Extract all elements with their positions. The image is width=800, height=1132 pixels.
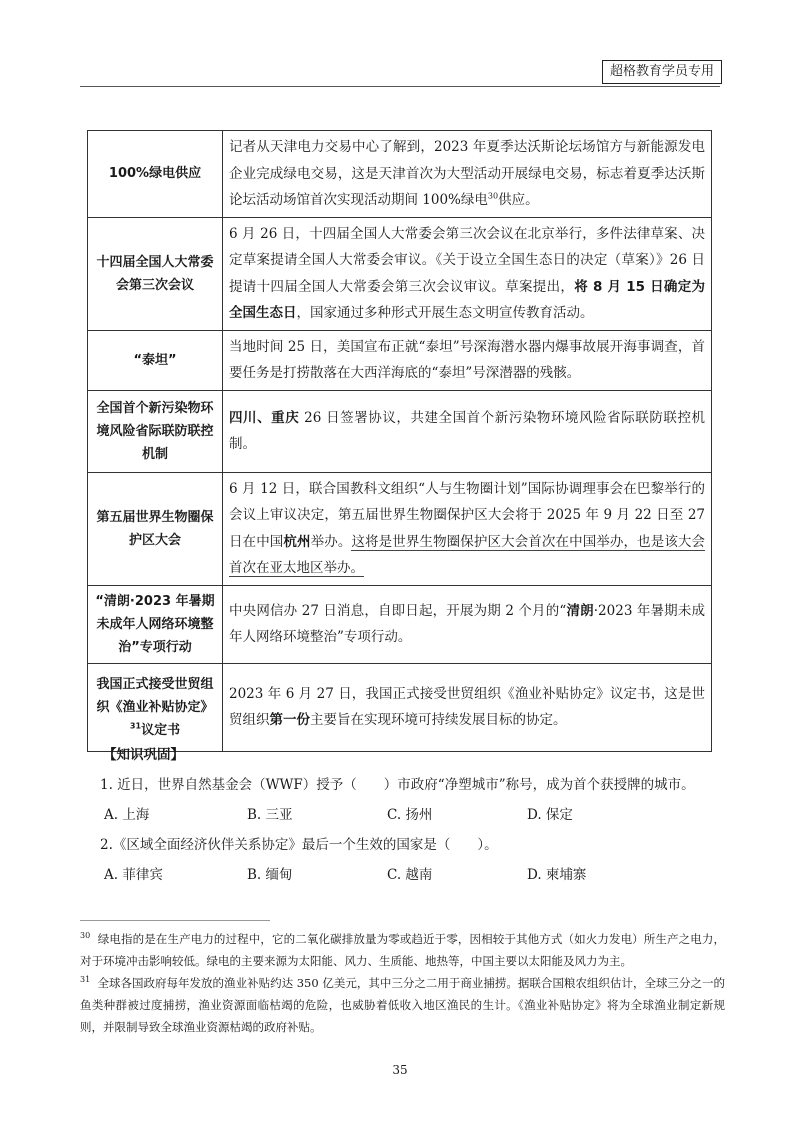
table-row [88,217,712,330]
option-a: A. 上海 [104,807,150,823]
question-2-options [100,860,720,890]
option-b: B. 缅甸 [247,867,293,883]
table-row [88,472,712,585]
table-row [88,390,712,472]
footnote-30: $^{30}$ 绿电指的是在生产电力的过程中，它的二氧化碳排放量为零或趋近于零，因相较于其他方式（如火力发电）所生产之电力，对于环境冲击影响较低。绿电的主要来源为太阳能、风力、生质能、地热等，中国主要以太阳能及风力为主。 [80,931,726,968]
option-c: C. 扬州 [387,807,433,823]
event-name: “泰坦” [88,330,223,390]
table-row [88,131,712,218]
question-2: 2.《区域全面经济伙伴关系协定》最后一个生效的国家是（ ）。 [100,837,498,853]
footnote-31: $^{31}$ 全球各国政府每年发放的渔业补贴约达 350 亿美元，其中三分之二用于商业捕捞。据联合国粮农组织估计，全球三分之一的鱼类种群被过度捕捞，渔业资源面临枯竭的危险，也威胁着低收入地区渔民的生计。《渔业补贴协定》将为全球渔业制定新规则，并限制导致全球渔业资源枯竭的政府补贴。 [80,975,725,1034]
event-name: “清朗·2023 年暑期未成年人网络环境整治”专项行动 [88,585,223,663]
header-divider [80,86,720,87]
event-description: 当地时间 25 日，美国宣布正就“泰坦”号深海潜水器内爆事故展开海事调查，首要任务是打捞散落在大西洋海底的“泰坦”号深潜器的残骸。 [223,330,712,390]
quiz-section-title: 【知识巩固】 [103,747,184,763]
table-row [88,585,712,663]
event-description: 四川、重庆 26 日签署协议，共建全国首个新污染物环境风险省际联防联控机制。 [223,390,712,472]
event-name: 100%绿电供应 [88,131,223,218]
event-description: 记者从天津电力交易中心了解到，2023 年夏季达沃斯论坛场馆方与新能源发电企业完成绿电交易，这是天津首次为大型活动开展绿电交易，标志着夏季达沃斯论坛活动场馆首次实现活动期间 100%绿电$^{30}$供应。 [223,131,712,218]
footnote-divider [80,920,270,921]
option-a: A. 菲律宾 [104,867,163,883]
event-description: 6 月 12 日，联合国教科文组织“人与生物圈计划”国际协调理事会在巴黎举行的会议上审议决定，第五届世界生物圈保护区大会将于 2025 年 9 月 22 日至 27 日在中国杭州举办。这将是世界生物圈保护区大会首次在中国举办，也是该大会首次在亚太地区举办。 [223,472,712,585]
event-name: 全国首个新污染物环境风险省际联防联控机制 [88,390,223,472]
event-name: 十四届全国人大常委会第三次会议 [88,217,223,330]
header-badge: 超格教育学员专用 [602,60,722,84]
event-name: 第五届世界生物圈保护区大会 [88,472,223,585]
footnotes [80,928,725,1038]
event-description: 6 月 26 日，十四届全国人大常委会第三次会议在北京举行，多件法律草案、决定草案提请全国人大常委会审议。《关于设立全国生态日的决定（草案）》26 日提请十四届全国人大常委会第三次会议审议。草案提出，将 8 月 15 日确定为全国生态日，国家通过多种形式开展生态文明宣传教育活动。 [223,217,712,330]
table-row [88,663,712,751]
option-d: D. 保定 [527,807,573,823]
option-b: B. 三亚 [247,807,293,823]
question-1-options [100,800,720,830]
quiz-section [100,740,720,890]
event-name: 我国正式接受世贸组织《渔业补贴协定》$^{31}$议定书 [88,663,223,751]
table-row [88,330,712,390]
option-d: D. 柬埔寨 [527,867,587,883]
page-number: 35 [392,1063,408,1077]
event-description: 2023 年 6 月 27 日，我国正式接受世贸组织《渔业补贴协定》议定书，这是世贸组织第一份主要旨在实现环境可持续发展目标的协定。 [223,663,712,751]
event-description: 中央网信办 27 日消息，自即日起，开展为期 2 个月的“清朗·2023 年暑期未成年人网络环境整治”专项行动。 [223,585,712,663]
option-c: C. 越南 [387,867,433,883]
news-table [87,130,712,752]
news-table-body [88,131,712,752]
question-1: 1. 近日，世界自然基金会（WWF）授予（ ）市政府“净塑城市”称号，成为首个获授牌的城市。 [100,777,695,793]
